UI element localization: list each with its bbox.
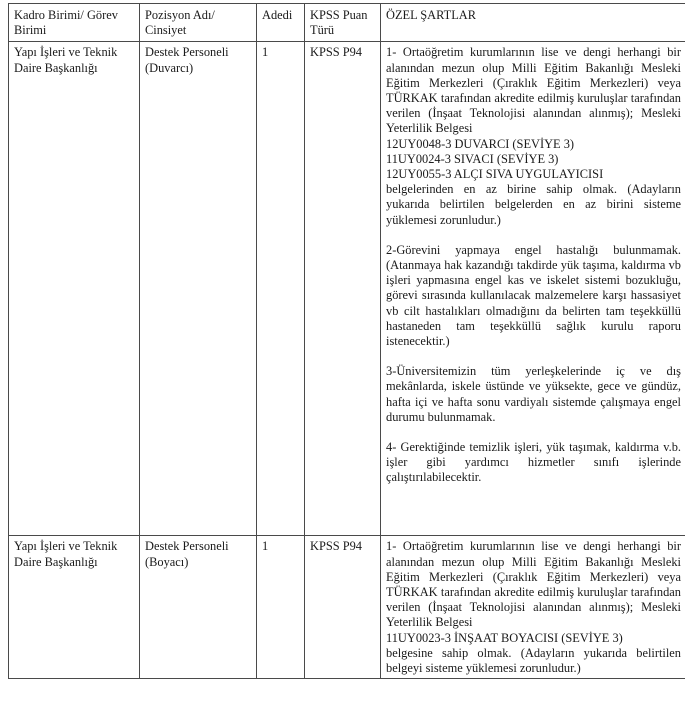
table-row xyxy=(9,42,686,536)
document-page xyxy=(8,3,685,715)
requirements-cell xyxy=(381,42,686,536)
unit-cell: Yapı İşleri ve Teknik Daire Başkanlığı xyxy=(9,42,140,536)
paragraph-gap xyxy=(386,228,681,243)
certificate-line: 12UY0048-3 DUVARCI (SEVİYE 3) xyxy=(386,136,575,151)
position-subtitle: (Boyacı) xyxy=(145,554,189,569)
requirement-1-tail: belgelerinden en az birine sahip olmak. (Adayların yukarıda belirtilen belgelerden en az birini sisteme yüklemesi zorunludur.) xyxy=(386,182,681,227)
table-row xyxy=(9,536,686,679)
count-cell: 1 xyxy=(257,42,305,536)
requirements-cell xyxy=(381,536,686,679)
requirement-4: 4- Gerektiğinde temizlik işleri, yük taşımak, kaldırma v.b. işler gibi yardımcı hizmetler sınıfı işlerinde çalıştırılabilecektir. xyxy=(386,440,681,485)
kpss-cell: KPSS P94 xyxy=(305,536,381,679)
header-requirements: ÖZEL ŞARTLAR xyxy=(381,4,686,42)
requirement-3: 3-Üniversitemizin tüm yerleşkelerinde iç ve dış mekânlarda, iskele üstünde ve yüksekte, gece ve gündüz, hafta içi ve hafta sonu vardiyalı sistemde çalışmaya engel durumu bulunmamak. xyxy=(386,364,681,424)
header-kpss: KPSS Puan Türü xyxy=(305,4,381,42)
paragraph-gap xyxy=(386,425,681,440)
certificate-line: 11UY0024-3 SIVACI (SEVİYE 3) xyxy=(386,151,559,166)
requirement-1: 1- Ortaöğretim kurumlarının lise ve dengi herhangi bir alanından mezun olup Milli Eğitim Bakanlığı Mesleki Eğitim Merkezleri (Çıraklık Eğitim Merkezleri) veya TÜRKAK tarafından akredite edilmiş kuruluşlar tarafından verilen (İnşaat Teknolojisi alanından alınmış); Mesleki Yeterlilik Belgesi xyxy=(386,45,681,136)
header-unit: Kadro Birimi/ Görev Birimi xyxy=(9,4,140,42)
position-cell xyxy=(140,536,257,679)
unit-cell: Yapı İşleri ve Teknik Daire Başkanlığı xyxy=(9,536,140,679)
certificate-line: 12UY0055-3 ALÇI SIVA UYGULAYICISI xyxy=(386,167,604,182)
header-row xyxy=(9,4,686,42)
header-count: Adedi xyxy=(257,4,305,42)
position-title: Destek Personeli xyxy=(145,539,229,554)
position-cell xyxy=(140,42,257,536)
requirement-2: 2-Görevini yapmaya engel hastalığı bulunmamak. (Atanmaya hak kazandığı takdirde yük taşıma, kaldırma vb işleri yapmasına engel kas ve iskelet sistemi bozukluğu, görevi sırasında kullanılacak malzemelere karşı hassasiyet vb cilt hastalıkları olmadığını da belirten tam teşekküllü hastaneden tam teşekküllü sağlık kurulu raporu istenecektir.) xyxy=(386,242,681,349)
paragraph-gap xyxy=(386,349,681,364)
positions-table xyxy=(8,3,685,679)
certificate-line: 11UY0023-3 İNŞAAT BOYACISI (SEVİYE 3) xyxy=(386,630,623,645)
count-cell: 1 xyxy=(257,536,305,679)
requirement-1-tail: belgesine sahip olmak. (Adayların yukarıda belirtilen belgeyi sisteme yüklemesi zorunludur.) xyxy=(386,645,681,676)
header-position: Pozisyon Adı/ Cinsiyet xyxy=(140,4,257,42)
position-subtitle: (Duvarcı) xyxy=(145,60,194,75)
requirement-1: 1- Ortaöğretim kurumlarının lise ve dengi herhangi bir alanından mezun olup Milli Eğitim Bakanlığı Mesleki Eğitim Merkezleri (Çıraklık Eğitim Merkezleri) veya TÜRKAK tarafından akredite edilmiş kuruluşlar tarafından verilen (İnşaat Teknolojisi alanından alınmış); Mesleki Yeterlilik Belgesi xyxy=(386,539,681,630)
position-title: Destek Personeli xyxy=(145,45,229,60)
kpss-cell: KPSS P94 xyxy=(305,42,381,536)
